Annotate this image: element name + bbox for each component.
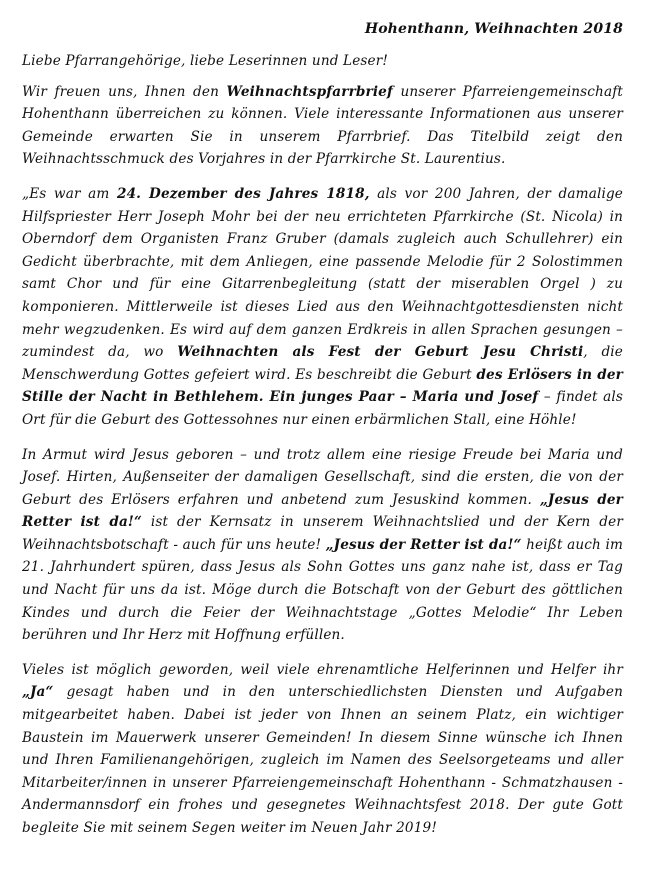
text-run: „Es war am (22, 185, 117, 202)
bold-run: „Jesus der Retter ist da!“ (325, 536, 522, 553)
bold-run: Weihnachten als Fest der Geburt Jesu Christi (177, 344, 584, 361)
text-run: In Armut wird Jesus geboren – und trotz allem eine riesige Freude bei Maria und Josef. Hirten, Außenseiter der damaligen Gesellschaft, sind die ersten, die von der Geburt des Erlösers erfahren und anbetend zum Jesuskind kommen. (22, 446, 623, 508)
text-run: ist der Kernsatz in unserem Weihnachtslied und der Kern der Weihnachtsbotschaft - auch für uns heute! (22, 514, 623, 553)
bold-run: „Ja“ (22, 684, 54, 701)
text-run: Wir freuen uns, Ihnen den (22, 83, 227, 100)
bold-run: Weihnachtspfarrbrief (226, 83, 393, 100)
text-run: gesagt haben und in den unterschiedlichsten Diensten und Aufgaben mitgearbeitet haben. Dabei ist jeder von Ihnen an seinem Platz, ein wichtiger Baustein im Mauerwerk unserer Gemeinden! In diesem Sinne wünsche ich Ihnen und Ihren Familienangehörigen, zugleich im Namen des Seelsorgeteams und aller Mitarbeiter/innen in unserer Pfarreiengemeinschaft Hohenthann - Schmatzhausen - Andermannsdorf ein frohes und gesegnetes Weihnachtsfest 2018. Der gute Gott begleite Sie mit seinem Segen weiter im Neuen Jahr 2019! (22, 684, 623, 836)
bold-run: 24. Dezember des Jahres 1818, (116, 185, 370, 202)
bold-run: „Jesus der Retter ist da!“ (22, 491, 623, 531)
text-run: unserer Pfarreiengemeinschaft Hohenthann überreichen zu können. Viele interessante Informationen aus unserer Gemeinde erwarten Sie in unserem Pfarrbrief. Das Titelbild zeigt den Weihnachtsschmuck des Vorjahres in der Pfarrkirche St. Laurentius. (22, 83, 624, 168)
paragraph-message (22, 444, 623, 647)
greeting-line: Liebe Pfarrangehörige, liebe Leserinnen und Leser! (22, 53, 389, 69)
text-run: als vor 200 Jahren, der damalige Hilfspriester Herr Joseph Mohr bei der neu errichteten Pfarrkirche (St. Nicola) in Oberndorf dem Organisten Franz Gruber (damals zugleich auch Schullehrer) ein Gedicht überbrachte, mit dem Anliegen, eine passende Melodie für 2 Solostimmen samt Chor und für eine Gitarrenbegleitung (statt der miserablen Orgel ) zu komponieren. Mittlerweile ist dieses Lied aus den Weihnachtgottesdiensten nicht mehr wegzudenken. Es wird auf dem ganzen Erdkreis in allen Sprachen gesungen – zumindest da, wo (22, 185, 623, 361)
paragraph-intro (22, 81, 623, 171)
place-date-heading: Hohenthann, Weihnachten 2018 (364, 21, 623, 37)
paragraph-thanks (22, 659, 623, 840)
text-run: – findet als Ort für die Geburt des Gottessohnes nur einen erbärmlichen Stall, eine Höhle! (22, 389, 623, 428)
bold-run: des Erlösers in der Stille der Nacht in Bethlehem. Ein junges Paar – Maria und Josef (22, 366, 623, 406)
text-run: Vieles ist möglich geworden, weil viele ehrenamtliche Helferinnen und Helfer ihr (22, 661, 623, 678)
paragraph-history (22, 183, 623, 432)
text-run: heißt auch im 21. Jahrhundert spüren, dass Jesus als Sohn Gottes uns ganz nahe ist, dass er Tag und Nacht für uns da ist. Möge durch die Botschaft von der Geburt des göttlichen Kindes und durch die Feier der Weihnachtstage „Gottes Melodie“ Ihr Leben berühren und Ihr Herz mit Hoffnung erfüllen. (22, 536, 623, 644)
text-run: , die Menschwerdung Gottes gefeiert wird. Es beschreibt die Geburt (22, 344, 623, 383)
